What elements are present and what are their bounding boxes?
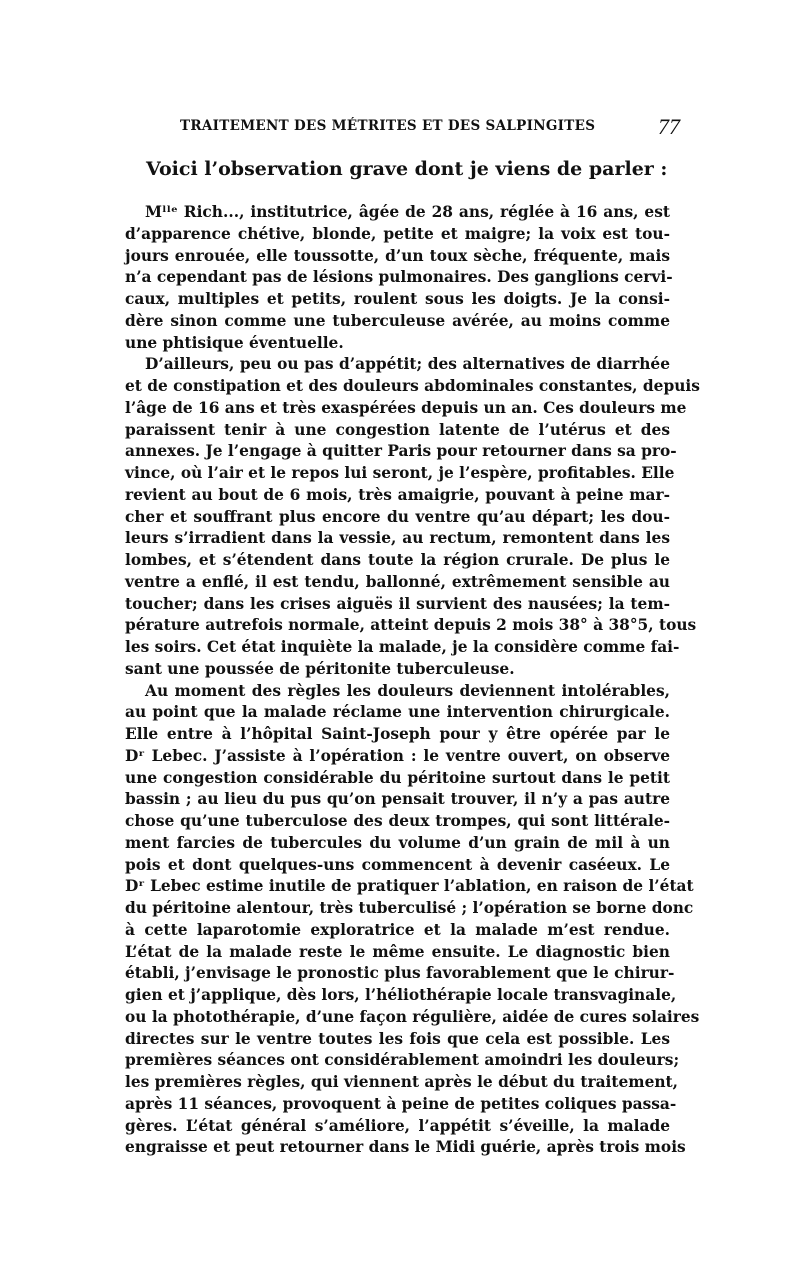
text-line: gères. L’état général s’améliore, l’appétit s’éveille, la malade [125, 1116, 670, 1135]
text-line: L’état de la malade reste le même ensuite. Le diagnostic bien [125, 942, 670, 961]
text-line: revient au bout de 6 mois, très amaigrie, pouvant à peine mar- [125, 485, 670, 504]
text-line: vince, où l’air et le repos lui seront, je l’espère, profitables. Elle [125, 464, 675, 482]
text-line: bassin ; au lieu du pus qu’on pensait trouver, il n’y a pas autre [125, 790, 670, 809]
body-text [125, 202, 700, 1159]
text-line: une congestion considérable du péritoine surtout dans le petit [125, 768, 670, 787]
running-title: TRAITEMENT DES MÉTRITES ET DES SALPINGITES [180, 118, 596, 134]
text-line: n’a cependant pas de lésions pulmonaires. Des ganglions cervi- [125, 268, 673, 287]
text-line: D’ailleurs, peu ou pas d’appétit; des alternatives de diarrhée [145, 355, 670, 374]
text-line: cher et souffrant plus encore du ventre qu’au départ; les dou- [125, 507, 670, 526]
text-line: établi, j’envisage le pronostic plus favorablement que le chirur- [125, 964, 675, 983]
text-line: à cette laparotomie exploratrice et la malade m’est rendue. [125, 920, 670, 939]
paragraph-3 [125, 681, 700, 1160]
text-line: engraisse et peut retourner dans le Midi guérie, après trois mois [125, 1138, 686, 1157]
text-line: gien et j’applique, dès lors, l’héliothérapie locale transvaginale, [125, 986, 677, 1004]
text-line: Au moment des règles les douleurs deviennent intolérables, [145, 681, 670, 700]
running-head [180, 114, 680, 140]
text-line: sant une poussée de péritonite tuberculeuse. [125, 659, 515, 678]
paragraph-1 [125, 202, 673, 354]
text-line: une phtisique éventuelle. [125, 333, 344, 352]
text-line: pérature autrefois normale, atteint depuis 2 mois 38° à 38°5, tous [125, 616, 697, 635]
page-number: 77 [658, 114, 680, 139]
lead-sentence: Voici l’observation grave dont je viens de parler : [146, 158, 668, 180]
text-line: toucher; dans les crises aiguës il survient des nausées; la tem- [125, 594, 670, 613]
text-line: les soirs. Cet état inquiète la malade, je la considère comme fai- [125, 638, 680, 656]
text-line: pois et dont quelques-uns commencent à devenir caséeux. Le [125, 855, 670, 874]
text-line: ventre a enflé, il est tendu, ballonné, extrêmement sensible au [125, 572, 670, 591]
text-line: et de constipation et des douleurs abdominales constantes, depuis [125, 377, 700, 395]
paragraph-2 [125, 354, 700, 680]
text-line: Dʳ Lebec. J’assiste à l’opération : le ventre ouvert, on observe [125, 746, 670, 765]
text-line: leurs s’irradient dans la vessie, au rectum, remontent dans les [125, 529, 670, 548]
text-line: paraissent tenir à une congestion latente de l’utérus et des [125, 420, 670, 439]
text-line: l’âge de 16 ans et très exaspérées depuis un an. Ces douleurs me [125, 398, 687, 417]
text-line: caux, multiples et petits, roulent sous les doigts. Je la consi- [125, 290, 670, 308]
text-line: premières séances ont considérablement amoindri les douleurs; [125, 1051, 680, 1070]
text-line: lombes, et s’étendent dans toute la région crurale. De plus le [125, 551, 670, 569]
text-line: directes sur le ventre toutes les fois que cela est possible. Les [125, 1029, 670, 1048]
text-line: annexes. Je l’engage à quitter Paris pour retourner dans sa pro- [125, 442, 677, 461]
text-line: du péritoine alentour, très tuberculisé ; l’opération se borne donc [125, 899, 694, 917]
text-line: Dʳ Lebec estime inutile de pratiquer l’ablation, en raison de l’état [125, 877, 694, 896]
text-line: Elle entre à l’hôpital Saint-Joseph pour y être opérée par le [125, 725, 670, 743]
text-line: les premières règles, qui viennent après le début du traitement, [125, 1073, 679, 1091]
text-line: après 11 séances, provoquent à peine de petites coliques passa- [125, 1094, 677, 1113]
text-line: chose qu’une tuberculose des deux trompes, qui sont littérale- [125, 812, 670, 830]
text-line: jours enrouée, elle toussotte, d’un toux sèche, fréquente, mais [125, 246, 670, 265]
text-line: au point que la malade réclame une intervention chirurgicale. [125, 703, 670, 722]
text-line: dère sinon comme une tuberculeuse avérée, au moins comme [125, 311, 670, 330]
text-line: d’apparence chétive, blonde, petite et maigre; la voix est tou- [125, 224, 670, 243]
text-line: ou la photothérapie, d’une façon régulière, aidée de cures solaires [125, 1007, 700, 1026]
text-line: ment farcies de tubercules du volume d’un grain de mil à un [125, 833, 670, 852]
text-line: Mˡˡᵉ Rich..., institutrice, âgée de 28 ans, réglée à 16 ans, est [145, 203, 670, 221]
